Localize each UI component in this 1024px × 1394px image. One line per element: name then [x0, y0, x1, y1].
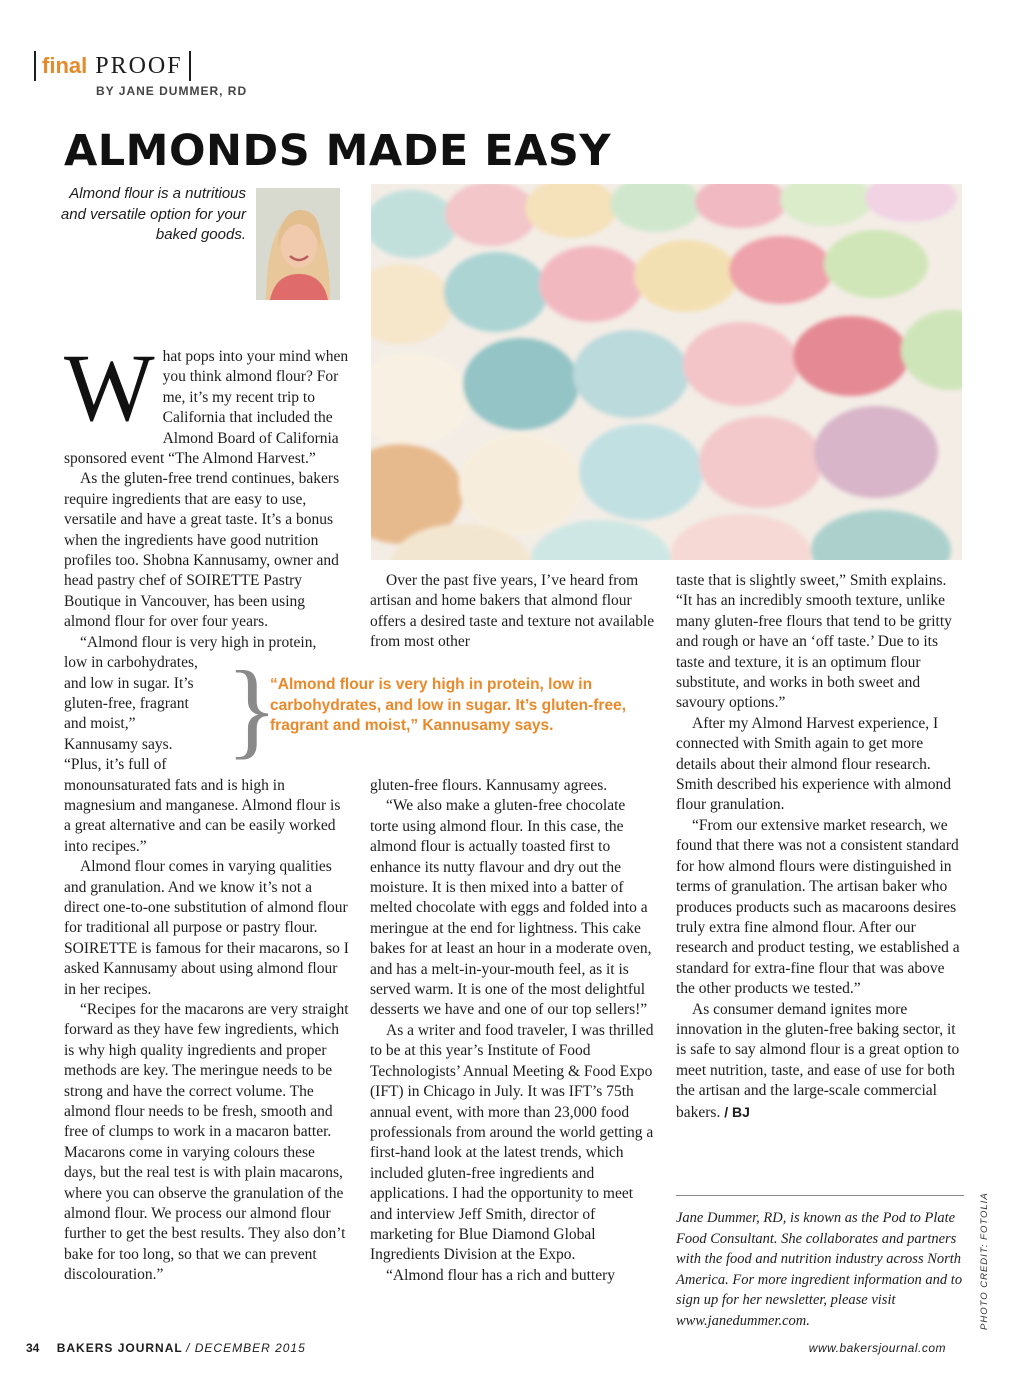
p3-line-5: and moist,” [64, 715, 136, 733]
drop-cap: W [64, 334, 155, 441]
divider [189, 51, 191, 81]
col3-paragraph-3: “From our extensive market research, we found that there was not a consistent standard for how almond flours were distinguished in terms of granulation. The artisan baker who produces products such as macaroons desires truly extra fine almond flour. After our research and product testing, we established a standard for extra-fine flour that was above the other products we tested.” [676, 816, 960, 998]
p3-line-3: and low in sugar. It’s [64, 674, 194, 692]
article-column-2-top [370, 571, 655, 653]
author-portrait-icon [256, 188, 340, 300]
byline: BY JANE DUMMER, RD [96, 84, 248, 98]
magazine-name: BAKERS JOURNAL [56, 1341, 183, 1355]
article-title: ALMONDS MADE EASY [64, 126, 612, 176]
p3-line-2: low in carbohydrates, [64, 654, 198, 672]
p3-rest: monounsaturated fats and is high in magnesium and manganese. Almond flour is a great alternative and can be easily worked into recipes.” [64, 776, 341, 855]
col2-paragraph-1: Over the past five years, I’ve heard from artisan and home bakers that almond flour offers a desired taste and texture not available from most other [370, 572, 655, 651]
paragraph-5: “Recipes for the macarons are very straight forward as they have few ingredients, which is why high quality ingredients and proper methods are key. The meringue needs to be strong and have the correct volume. The almond flour needs to be fresh, smooth and free of clumps to work in a macaron batter. Macarons come in varying colours these days, but the real test is with plain macarons, where you can observe the granulation of the almond flour. We process our almond flour further to get the best results. They also don’t bake for too long, so that we can prevent discolouration.” [64, 1001, 349, 1284]
section-label-proof: PROOF [95, 52, 183, 79]
col2-paragraph-4: “Almond flour has a rich and buttery [386, 1266, 615, 1284]
bio-divider [676, 1195, 964, 1196]
pullquote: “Almond flour is very high in protein, low in carbohydrates, and low in sugar. It’s gluten-free, fragrant and moist,” Kannusamy says. [270, 676, 627, 734]
section-tag [28, 48, 197, 84]
col2-paragraph-3: As a writer and food traveler, I was thrilled to be at this year’s Institute of Food Technologists’ Annual Meeting & Food Expo (IFT) in Chicago in July. It was IFT’s 75th annual event, with more than 23,000 food professionals from around the world getting a first-hand look at the latest trends, which included gluten-free ingredients and applications. I had the opportunity to meet and interview Jeff Smith, director of marketing for Blue Diamond Global Ingredients Division at the Expo. [370, 1021, 654, 1264]
p3-line-7: “Plus, it’s full of [64, 756, 167, 774]
section-label-final: final [42, 53, 88, 78]
pullquote-brace: } [226, 650, 278, 769]
author-photo [256, 188, 340, 300]
col3-paragraph-4-text: As consumer demand ignites more innovation in the gluten-free baking sector, it is safe to say almond flour is a great option to meet nutrition, taste, and ease of use for both the artisan and the large-scale commercial bakers. [676, 1000, 960, 1121]
p3-line-6: Kannusamy says. [64, 735, 173, 753]
issue-date: / DECEMBER 2015 [186, 1341, 306, 1355]
intro-paragraph: hat pops into your mind when you think almond flour? For me, it’s my recent trip to California that included the Almond Board of California sponsored event “The Almond Harvest.” [64, 348, 349, 468]
article-column-1 [64, 334, 350, 1286]
website-link[interactable]: www.bakersjournal.com [808, 1341, 946, 1355]
page-number: 34 [26, 1341, 40, 1355]
col2-continued: gluten-free flours. Kannusamy agrees. [370, 777, 608, 794]
end-mark: / BJ [724, 1103, 750, 1120]
col3-paragraph-1: taste that is slightly sweet,” Smith explains. “It has an incredibly smooth texture, unlike many gluten-free flours that tend to be gritty and rough or have an ‘off taste.’ Due to its taste and texture, it is an optimum flour substitute, and works in both sweet and savoury options.” [676, 572, 952, 712]
author-bio: Jane Dummer, RD, is known as the Pod to Plate Food Consultant. She collaborates and partners with the food and nutrition industry across North America. For more ingredient information and to sign up for her newsletter, please visit www.janedummer.com. [676, 1210, 963, 1329]
paragraph-2: As the gluten-free trend continues, bakers require ingredients that are easy to use, versatile and have a great taste. It’s a bonus when the ingredients have good nutrition profiles too. Shobna Kannusamy, owner and head pastry chef of SOIRETTE Pastry Boutique in Vancouver, has been using almond flour for over four years. [64, 470, 340, 631]
col3-paragraph-2: After my Almond Harvest experience, I connected with Smith again to get more details about their almond flour research. Smith described his experience with almond flour granulation. [676, 714, 952, 814]
p3-line-4: gluten-free, fragrant [64, 694, 189, 712]
paragraph-4: Almond flour comes in varying qualities and granulation. And we know it’s not a direct one-to-one substitution of almond flour for traditional all purpose or pastry flour. SOIRETTE is famous for their macarons, so I asked Kannusamy about using almond flour in her recipes. [64, 858, 349, 998]
article-column-3 [676, 571, 964, 1123]
col3-paragraph-4 [676, 1000, 964, 1123]
paragraph-3-wrap [64, 633, 350, 857]
photo-credit: PHOTO CREDIT: FOTOLIA [979, 1192, 990, 1330]
article-column-2 [370, 776, 655, 1286]
macarons-photo-icon [371, 184, 962, 560]
hero-image-macarons [371, 184, 962, 560]
article-deck: Almond flour is a nutritious and versatile option for your baked goods. [60, 185, 246, 243]
footer-left [26, 1341, 306, 1355]
p3-line-1: “Almond flour is very high in protein, [80, 633, 317, 651]
divider [34, 51, 36, 81]
col2-paragraph-2: “We also make a gluten-free chocolate torte using almond flour. In this case, the almond flour is actually toasted first to enhance its nutty flavour and dry out the moisture. It is then mixed into a batter of melted chocolate with eggs and folded into a meringue at the end for lightness. This cake bakes for at least an hour in a moderate oven, and has a melt-in-your-mouth feel, as it is served warm. It is one of the most delightful desserts we have and one of our top sellers!” [370, 797, 652, 1019]
